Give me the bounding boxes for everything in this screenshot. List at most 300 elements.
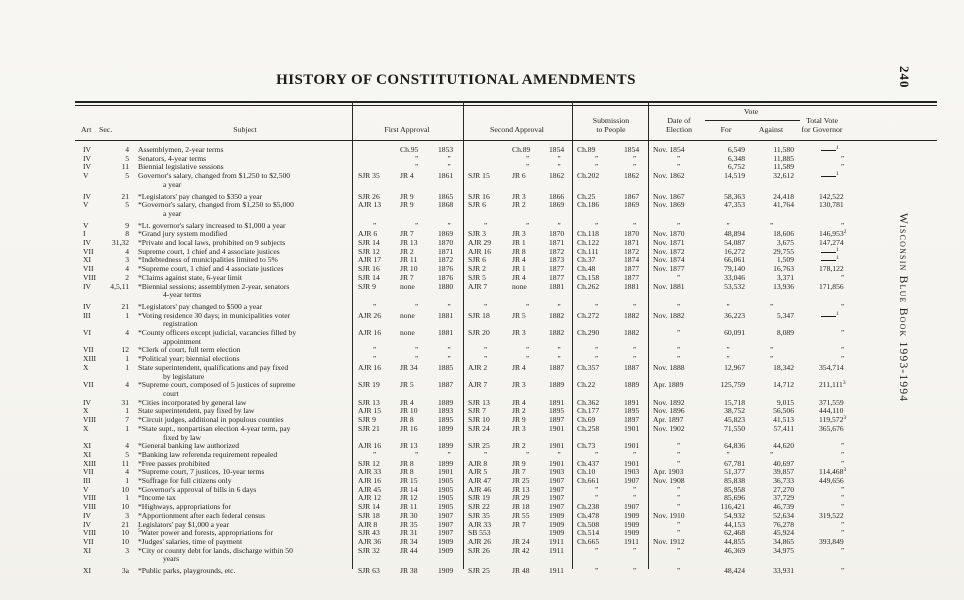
cell-second-approval-year: 1901 — [549, 458, 565, 468]
cell-election-date: ” — [676, 529, 682, 538]
cell-submission-year: 1867 — [624, 191, 640, 201]
cell-first-approval-bill: AJR 15 — [358, 406, 381, 416]
cell-election-date: ” — [676, 273, 682, 282]
cell-first-approval-bill: SJR 63 — [358, 566, 380, 576]
subject-line1: *Judges' salaries, time of payment — [138, 536, 243, 546]
cell-total-vote-governor: 1 — [797, 312, 937, 329]
cell-subject — [133, 172, 352, 189]
cell-second-approval-year: 1891 — [549, 397, 565, 407]
cell-subject — [133, 329, 352, 346]
cell-first-approval-bill: SJR 19 — [358, 380, 380, 390]
cell-vote-for: 51,377 — [724, 467, 745, 477]
cell-second-approval-year: 1901 — [549, 423, 565, 433]
cell-section: 3 — [125, 545, 129, 555]
cell-submission-year: 1877 — [624, 272, 640, 282]
cell-vote-against: 27,270 — [773, 484, 794, 494]
cell-submission-chapter: ” — [594, 346, 600, 355]
cell-total-vote-governor: ” — [841, 163, 846, 172]
cell-submission-chapter: ” — [594, 450, 600, 459]
cell-second-approval-year: 1881 — [549, 281, 565, 291]
cell-section: 10 — [121, 484, 129, 494]
cell-first-approval-jr: JR 38 — [400, 566, 418, 576]
cell-first-approval-bill: SJR 12 — [358, 458, 380, 468]
cell-election-date: ” — [676, 302, 682, 311]
cell-article: VIII — [83, 272, 97, 282]
cell-second-approval-year: 1866 — [549, 191, 565, 201]
cell-submission-chapter: Ch.37 — [577, 255, 596, 265]
cell-first-approval-jr: JR 13 — [400, 238, 418, 248]
cell-first-approval-jr: JR 31 — [400, 528, 418, 538]
subject-line1: *Biennial sessions; assemblymen 2-year, senators — [138, 281, 290, 291]
cell-vote-for: 58,363 — [724, 191, 745, 201]
cell-vote-for: 15,718 — [724, 397, 745, 407]
cell-section: 1 — [125, 493, 129, 503]
cell-vote-against: 24,418 — [773, 191, 794, 201]
cell-submission-chapter: Ch.290 — [577, 328, 600, 338]
cell-submission-year: 1903 — [624, 467, 640, 477]
cell-second-approval-year: 1871 — [549, 238, 565, 248]
cell-election-date: ” — [676, 355, 682, 364]
cell-first-approval-bill: SJR 14 — [358, 502, 380, 512]
cell-first-approval-bill: SJR 35 — [358, 171, 380, 181]
cell-second-approval-year: ” — [557, 154, 562, 163]
subject-line1: *Lt. governor's salary increased to $1,000 a year — [138, 220, 286, 230]
cell-election-date: ” — [676, 154, 682, 163]
cell-election-date: ” — [676, 459, 682, 468]
cell-submission-chapter: ” — [594, 546, 600, 555]
subject-line1: *Supreme court, composed of 5 justices of supreme — [138, 380, 296, 390]
cell-first-approval-jr: JR 9 — [400, 191, 414, 201]
cell-second-approval-jr: JR 2 — [512, 406, 526, 416]
cell-second-approval-year: 1907 — [549, 493, 565, 503]
cell-first-approval-jr: JR 4 — [400, 397, 414, 407]
cell-section: 4 — [125, 467, 129, 477]
cell-vote-for: 6,549 — [727, 145, 745, 154]
cell-section: 31,32 — [111, 238, 129, 248]
cell-article: XIII — [83, 354, 97, 364]
cell-second-approval-bill: SJR 3 — [468, 229, 486, 239]
cell-first-approval-year: 1881 — [438, 310, 454, 320]
cell-second-approval-bill: AJR 26 — [468, 536, 491, 546]
cell-submission-year: 1854 — [624, 145, 640, 154]
cell-second-approval-bill: SJR 6 — [468, 200, 486, 210]
cell-second-approval-bill — [463, 155, 509, 164]
cell-first-approval-year: 1905 — [438, 502, 454, 512]
cell-second-approval-bill: AJR 46 — [468, 484, 491, 494]
cell-vote-for: 48,894 — [724, 229, 745, 239]
cell-submission-chapter: Ch.508 — [577, 519, 600, 529]
cell-vote-for: 16,272 — [724, 246, 745, 256]
cell-section: 4 — [125, 264, 129, 274]
cell-first-approval-year: 1899 — [438, 423, 454, 433]
cell-first-approval-year: 1876 — [438, 272, 454, 282]
cell-vote-against: 11,580 — [773, 145, 794, 154]
cell-submission-chapter: ” — [594, 355, 600, 364]
cell-election-date: Nov. 1896 — [653, 406, 685, 416]
cell-vote-against: 37,729 — [773, 493, 794, 503]
cell-election-date: ” — [676, 494, 682, 503]
subject-line1: Senators, 4-year terms — [138, 153, 207, 163]
cell-article: VII — [83, 246, 94, 256]
cell-first-approval-jr: JR 9 — [400, 200, 414, 210]
cell-submission-chapter: Ch.661 — [577, 476, 600, 486]
cell-subject — [133, 283, 352, 300]
cell-second-approval-jr: JR 48 — [512, 566, 530, 576]
cell-section: 1 — [125, 423, 129, 433]
cell-vote-against: 39,857 — [773, 467, 794, 477]
cell-submission-chapter: Ch.122 — [577, 238, 600, 248]
cell-first-approval-bill — [352, 146, 398, 155]
cell-vote-for: 54,087 — [724, 238, 745, 248]
cell-submission-year: 1909 — [624, 510, 640, 520]
cell-section: 31 — [121, 397, 129, 407]
cell-vote-for: 12,967 — [724, 362, 745, 372]
cell-submission-year: ” — [632, 450, 638, 459]
cell-first-approval-jr: JR 2 — [400, 246, 414, 256]
cell-first-approval-jr: ” — [414, 163, 420, 172]
cell-vote-against: 33,931 — [773, 566, 794, 576]
page-number: 240 — [897, 66, 912, 89]
cell-second-approval-jr: none — [512, 281, 527, 291]
cell-first-approval-year: 1905 — [438, 476, 454, 486]
cell-submission-chapter: ” — [594, 154, 600, 163]
cell-second-approval-year: 1907 — [549, 484, 565, 494]
cell-first-approval-jr: JR 8 — [400, 415, 414, 425]
column-header-vote-against: Against — [758, 125, 784, 134]
cell-article: VIII — [83, 493, 97, 503]
cell-total-vote-governor: 365,676 — [819, 423, 844, 433]
cell-total-vote-governor: ” — [841, 529, 846, 538]
cell-total-vote-governor: 444,110 — [819, 406, 844, 416]
header-underline-rule — [75, 140, 937, 141]
cell-second-approval-year: 1897 — [549, 415, 565, 425]
cell-vote-against: 57,411 — [773, 423, 794, 433]
column-header-submission-line2: to People — [596, 125, 626, 134]
cell-article: IV — [83, 510, 92, 520]
subject-line1: *Private and local laws, prohibited on 9 subjects — [138, 238, 286, 248]
subject-line1: *Suffrage for full citizens only — [138, 476, 232, 486]
cell-first-approval-bill: AJR 45 — [358, 484, 381, 494]
cell-first-approval-bill: SJR 14 — [358, 238, 380, 248]
cell-submission-chapter: Ch.262 — [577, 281, 600, 291]
cell-first-approval-jr: JR 34 — [400, 536, 418, 546]
cell-election-date: ” — [676, 450, 682, 459]
cell-first-approval-jr: ” — [414, 154, 420, 163]
cell-submission-chapter: Ch.202 — [577, 171, 600, 181]
cell-subject — [133, 201, 352, 218]
cell-first-approval-jr: JR 34 — [400, 362, 418, 372]
cell-article: XI — [83, 441, 92, 451]
cell-second-approval-year: 1909 — [549, 528, 565, 538]
subject-line1: *Circuit judges, additional in populous counties — [138, 415, 284, 425]
cell-first-approval-bill: AJR 12 — [358, 493, 381, 503]
subject-line1: *Highways, appropriations for — [138, 502, 232, 512]
cell-total-vote-governor: ” — [841, 221, 846, 230]
cell-second-approval-year: 1854 — [549, 145, 565, 154]
cell-first-approval-bill: AJR 26 — [358, 310, 381, 320]
cell-vote-for: 47,353 — [724, 200, 745, 210]
cell-election-date: Nov. 1881 — [653, 281, 685, 291]
cell-first-approval-jr: none — [400, 281, 415, 291]
cell-first-approval-bill: SJR 32 — [358, 545, 380, 555]
cell-submission-chapter: Ch.357 — [577, 362, 600, 372]
cell-first-approval-bill: SJR 12 — [358, 246, 380, 256]
cell-first-approval-year: 1905 — [438, 493, 454, 503]
cell-second-approval-jr: JR 1 — [512, 264, 526, 274]
cell-submission-year: 1881 — [624, 281, 640, 291]
cell-submission-chapter: Ch.177 — [577, 406, 600, 416]
cell-second-approval-year: 1907 — [549, 502, 565, 512]
cell-second-approval-jr: JR 7 — [512, 519, 526, 529]
cell-submission-year: ” — [632, 163, 638, 172]
cell-subject — [133, 425, 352, 442]
cell-first-approval-jr: JR 4 — [400, 171, 414, 181]
cell-section: 5 — [125, 153, 129, 163]
cell-election-date: Nov. 1882 — [653, 310, 685, 320]
cell-section: 21 — [121, 301, 129, 311]
subject-line1: *Claims against state, 6-year limit — [138, 272, 242, 282]
cell-submission-chapter: Ch.73 — [577, 441, 596, 451]
cell-section: 1 — [125, 362, 129, 372]
cell-vote-for: 116,421 — [720, 502, 745, 512]
cell-second-approval-bill: SJR 24 — [468, 423, 490, 433]
cell-first-approval-bill: SJR 9 — [358, 415, 376, 425]
cell-first-approval-jr: ” — [414, 346, 420, 355]
cell-submission-chapter: Ch.69 — [577, 415, 596, 425]
subject-line1: *Legislators' pay changed to $350 a year — [138, 191, 263, 201]
cell-section: 4 — [125, 380, 129, 390]
cell-first-approval-jr: JR 8 — [400, 458, 414, 468]
cell-second-approval-bill: SJR 7 — [468, 406, 486, 416]
cell-submission-year: 1882 — [624, 310, 640, 320]
cell-submission-chapter: Ch.665 — [577, 536, 600, 546]
cell-second-approval-bill: AJR 16 — [468, 246, 491, 256]
cell-second-approval-bill: SJR 18 — [468, 310, 490, 320]
cell-first-approval-jr: none — [400, 328, 415, 338]
cell-election-date: ” — [676, 163, 682, 172]
cell-second-approval-jr: JR 29 — [512, 493, 530, 503]
cell-vote-against: 45,924 — [773, 528, 794, 538]
cell-first-approval-year: ” — [447, 355, 452, 364]
cell-submission-chapter: Ch.158 — [577, 272, 600, 282]
subject-line1: *Governor's salary, changed from $1,250 to $5,000 — [138, 200, 294, 210]
cell-vote-against: ” — [769, 302, 775, 311]
cell-second-approval-year: 1909 — [549, 519, 565, 529]
cell-submission-year: ” — [632, 154, 638, 163]
cell-vote-for: 53,532 — [724, 281, 745, 291]
cell-second-approval-jr: JR 4 — [512, 397, 526, 407]
subject-line2: fixed by law — [163, 432, 201, 442]
table-row — [75, 547, 937, 564]
cell-article: III — [83, 310, 91, 320]
cell-first-approval-bill: SJR 26 — [358, 191, 380, 201]
cell-second-approval-jr: JR 9 — [512, 458, 526, 468]
cell-election-date: ” — [676, 520, 682, 529]
page-title: HISTORY OF CONSTITUTIONAL AMENDMENTS — [276, 72, 636, 88]
cell-article: VII — [83, 536, 94, 546]
cell-first-approval-year: 1871 — [438, 246, 454, 256]
table-row — [75, 283, 937, 300]
cell-vote-against: 40,697 — [773, 458, 794, 468]
cell-submission-chapter: Ch.89 — [577, 145, 596, 154]
cell-second-approval-bill: AJR 7 — [468, 281, 488, 291]
cell-election-date: Nov. 1912 — [653, 536, 685, 546]
cell-vote-for: 85,838 — [724, 476, 745, 486]
column-group-header-vote: Vote — [743, 107, 759, 116]
table-row — [75, 364, 937, 381]
cell-article: XI — [83, 255, 92, 265]
cell-first-approval-bill: SJR 16 — [358, 264, 380, 274]
subject-line1: Governor's salary, changed from $1,250 to $2,500 — [138, 171, 291, 181]
cell-section: 4 — [125, 441, 129, 451]
cell-second-approval-year: 1901 — [549, 441, 565, 451]
subject-line1: *Political year; biennial elections — [138, 354, 240, 364]
cell-vote-against: 29,755 — [773, 246, 794, 256]
cell-submission-year: ” — [632, 546, 638, 555]
cell-second-approval-jr: JR 55 — [512, 510, 530, 520]
cell-vote-for: 38,752 — [724, 406, 745, 416]
cell-total-vote-governor: 354,714 — [819, 362, 844, 372]
cell-vote-against: 13,936 — [773, 281, 794, 291]
cell-second-approval-jr: ” — [525, 163, 531, 172]
cell-submission-year: 1901 — [624, 458, 640, 468]
cell-first-approval-year: 1909 — [438, 536, 454, 546]
cell-total-vote-governor: ” — [841, 450, 846, 459]
cell-vote-for: 85,696 — [724, 493, 745, 503]
cell-vote-for: 66,061 — [724, 255, 745, 265]
cell-election-date: Apr. 1897 — [653, 415, 684, 425]
column-header-subject: Subject — [233, 125, 257, 134]
cell-vote-for: 44,855 — [724, 536, 745, 546]
cell-total-vote-governor: ” — [841, 273, 846, 282]
cell-election-date: ” — [676, 567, 682, 576]
cell-election-date: Apr. 1903 — [653, 467, 684, 477]
cell-second-approval-jr: JR 13 — [512, 484, 530, 494]
subject-line1: *County officers except judicial, vacancies filled by — [138, 328, 297, 338]
cell-section: 11 — [121, 458, 129, 468]
cell-first-approval-year: 1880 — [438, 281, 454, 291]
subject-line1: *General banking law authorized — [138, 441, 239, 451]
cell-election-date: Nov. 1854 — [653, 145, 685, 154]
cell-submission-year: 1909 — [624, 519, 640, 529]
cell-submission-year: 1897 — [624, 415, 640, 425]
cell-first-approval-jr: JR 13 — [400, 441, 418, 451]
cell-second-approval-bill: AJR 7 — [468, 380, 488, 390]
cell-total-vote-governor: 147,274 — [819, 238, 844, 248]
cell-first-approval-year: 1907 — [438, 510, 454, 520]
subject-line1: *Supreme court, 7 justices, 10-year terms — [138, 467, 265, 477]
cell-first-approval-bill: ” — [372, 450, 378, 459]
cell-second-approval-year: 1895 — [549, 406, 565, 416]
subject-line1: *Apportionment after each federal census — [138, 510, 265, 520]
cell-second-approval-jr: JR 6 — [512, 171, 526, 181]
cell-first-approval-year: 1905 — [438, 484, 454, 494]
cell-submission-chapter: Ch.118 — [577, 229, 599, 239]
cell-article: XI — [83, 566, 92, 576]
column-header-date-line1: Date of — [667, 116, 691, 125]
cell-first-approval-year: 1885 — [438, 362, 454, 372]
cell-total-vote-governor: 371,559 — [819, 397, 844, 407]
cell-total-vote-governor: 1 — [797, 256, 937, 265]
cell-submission-year: ” — [632, 302, 638, 311]
subject-line1: *Indebtedness of municipalities limited to 5% — [138, 255, 278, 265]
cell-first-approval-year: 1907 — [438, 519, 454, 529]
column-header-total-line1: Total Vote — [806, 116, 838, 125]
subject-line2: by legislature — [163, 371, 205, 381]
cell-first-approval-jr: JR 7 — [400, 272, 414, 282]
column-header-sec: Sec. — [99, 125, 113, 134]
cell-second-approval-jr: JR 5 — [512, 310, 526, 320]
cell-vote-for: 36,223 — [724, 310, 745, 320]
cell-election-date: ” — [676, 221, 682, 230]
cell-total-vote-governor: ” — [841, 442, 846, 451]
cell-submission-year: 1901 — [624, 423, 640, 433]
cell-section: 7 — [125, 415, 129, 425]
cell-article: V — [83, 220, 89, 230]
cell-submission-year: ” — [632, 567, 638, 576]
cell-second-approval-year: 1907 — [549, 476, 565, 486]
cell-section: 5 — [125, 171, 129, 181]
cell-second-approval-bill: SJR 16 — [468, 191, 490, 201]
cell-vote-against: 1,509 — [776, 255, 794, 265]
cell-section: 2 — [125, 272, 129, 282]
cell-article: X — [83, 362, 89, 372]
cell-second-approval-year: 1862 — [549, 171, 565, 181]
cell-second-approval-bill — [463, 146, 509, 155]
cell-first-approval-year: 1865 — [438, 191, 454, 201]
cell-second-approval-jr: JR 7 — [512, 467, 526, 477]
cell-second-approval-year: 1911 — [549, 545, 564, 555]
cell-second-approval-year: 1872 — [549, 246, 565, 256]
cell-article: V — [83, 200, 89, 210]
cell-vote-for: 79,140 — [724, 264, 745, 274]
cell-section: 9 — [125, 220, 129, 230]
cell-vote-against: 3,675 — [776, 238, 794, 248]
cell-second-approval-jr: ” — [525, 355, 531, 364]
cell-article: X — [83, 406, 89, 416]
cell-first-approval-year: 1868 — [438, 200, 454, 210]
cell-first-approval-year: 1876 — [438, 264, 454, 274]
cell-section: 11 — [121, 162, 129, 172]
cell-section: 3a — [121, 566, 129, 576]
cell-section: 4 — [125, 145, 129, 154]
cell-submission-chapter: Ch.478 — [577, 510, 600, 520]
subject-line1: *Grand jury system modified — [138, 229, 228, 239]
cell-vote-for: ” — [726, 302, 731, 311]
cell-second-approval-bill: AJR 8 — [468, 458, 488, 468]
cell-total-vote-governor: 1 — [797, 248, 937, 257]
cell-total-vote-governor: ” — [841, 302, 846, 311]
cell-vote-for: 45,823 — [724, 415, 745, 425]
cell-second-approval-jr: JR 2 — [512, 441, 526, 451]
cell-second-approval-bill: ” — [483, 355, 489, 364]
cell-first-approval-year: 1909 — [438, 545, 454, 555]
subject-line1: *Legislators' pay changed to $500 a year — [138, 301, 263, 311]
cell-vote-against: 3,371 — [776, 272, 794, 282]
cell-subject — [133, 547, 352, 564]
cell-vote-against: 16,763 — [773, 264, 794, 274]
cell-second-approval-jr: JR 3 — [512, 191, 526, 201]
cell-second-approval-bill: AJR 29 — [468, 238, 491, 248]
table-row — [75, 329, 937, 346]
cell-submission-year: 1901 — [624, 441, 640, 451]
cell-second-approval-jr: JR 3 — [512, 423, 526, 433]
cell-second-approval-jr: JR 1 — [512, 238, 526, 248]
cell-first-approval-year: 1899 — [438, 458, 454, 468]
cell-submission-chapter: Ch.48 — [577, 264, 596, 274]
cell-first-approval-bill: ” — [372, 355, 378, 364]
cell-first-approval-jr: JR 44 — [400, 545, 418, 555]
